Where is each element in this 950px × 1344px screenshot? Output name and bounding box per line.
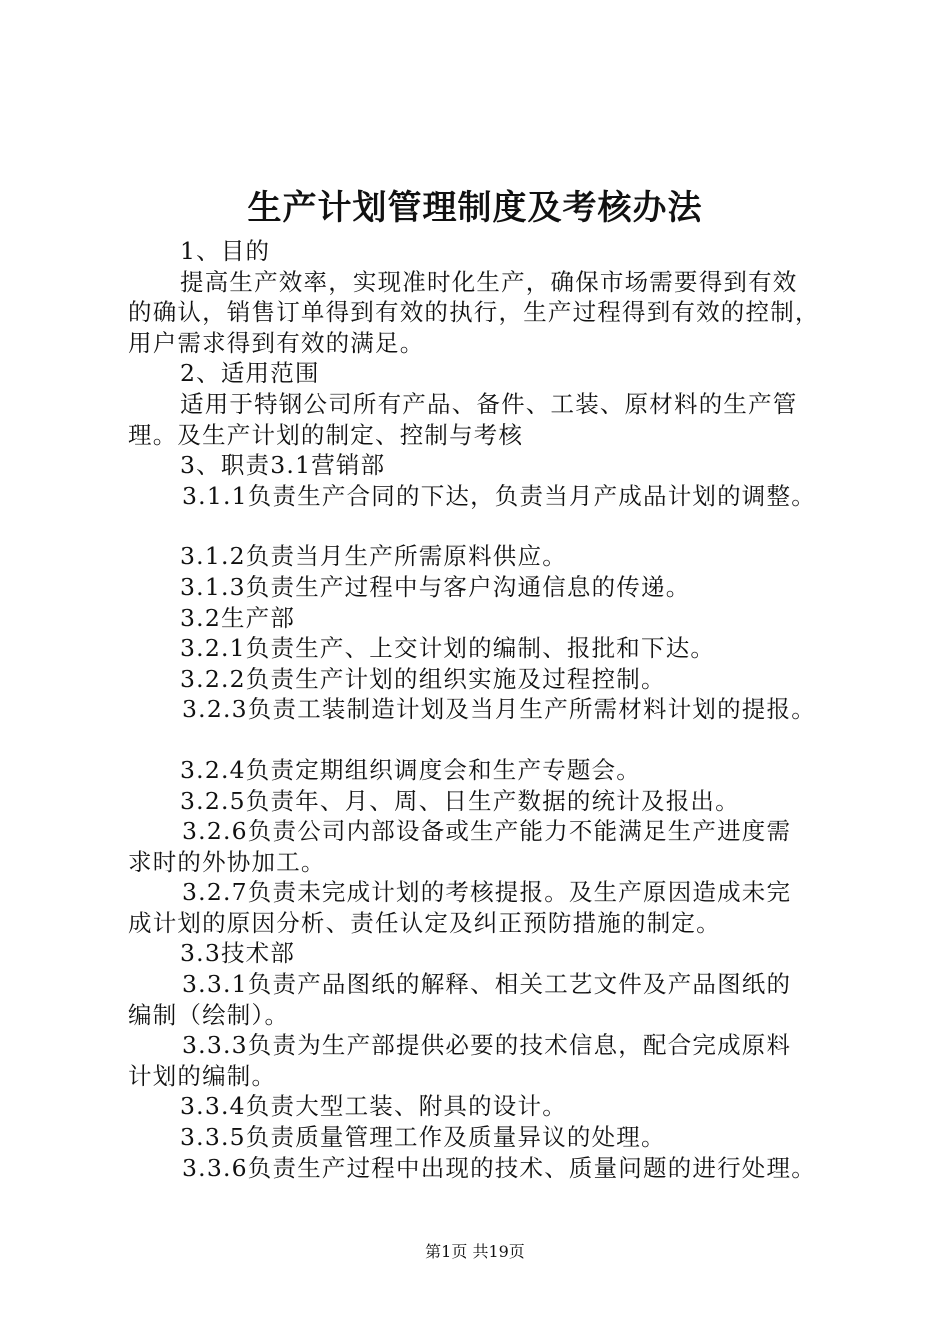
section-heading: 3.2生产部 <box>180 603 296 632</box>
paragraph-line: 3.3.5负责质量管理工作及质量异议的处理。 <box>180 1123 666 1152</box>
paragraph-line: 3.3.4负责大型工装、附具的设计。 <box>180 1092 567 1121</box>
document-title: 生产计划管理制度及考核办法 <box>247 188 703 228</box>
paragraph-line: 编制（绘制）。 <box>128 1000 290 1029</box>
section-heading: 3、职责3.1营销部 <box>180 451 386 480</box>
paragraph-line: 理。及生产计划的制定、控制与考核 <box>128 420 524 449</box>
paragraph-line: 3.1.2负责当月生产所需原料供应。 <box>180 542 567 571</box>
paragraph-line: 3.2.2负责生产计划的组织实施及过程控制。 <box>180 664 666 693</box>
paragraph-line: 3.2.4负责定期组织调度会和生产专题会。 <box>180 755 641 784</box>
paragraph-line: 3.2.6负责公司内部设备或生产能力不能满足生产进度需 <box>182 817 792 846</box>
page-footer <box>0 1240 950 1264</box>
paragraph-line: 用户需求得到有效的满足。 <box>128 328 425 357</box>
section-heading: 2、适用范围 <box>180 359 320 388</box>
paragraph-line: 计划的编制。 <box>128 1061 277 1090</box>
paragraph-line: 成计划的原因分析、责任认定及纠正预防措施的制定。 <box>128 908 721 937</box>
section-heading: 3.3技术部 <box>180 939 296 968</box>
section-heading: 1、目的 <box>180 237 271 265</box>
paragraph-line: 3.2.1负责生产、上交计划的编制、报批和下达。 <box>180 634 716 663</box>
paragraph-line: 3.3.3负责为生产部提供必要的技术信息，配合完成原料 <box>182 1031 792 1060</box>
paragraph-line: 3.2.5负责年、月、周、日生产数据的统计及报出。 <box>180 786 740 815</box>
paragraph-line: 3.3.6负责生产过程中出现的技术、质量问题的进行处理。 <box>182 1153 816 1182</box>
paragraph-line: 适用于特钢公司所有产品、备件、工装、原材料的生产管 <box>180 389 798 418</box>
blank-line <box>128 511 838 541</box>
paragraph-line: 3.2.3负责工装制造计划及当月生产所需材料计划的提报。 <box>182 695 816 724</box>
page-number: 第1页 共19页 <box>425 1242 525 1261</box>
paragraph-line: 求时的外协加工。 <box>128 847 326 876</box>
paragraph-line: 3.2.7负责未完成计划的考核提报。及生产原因造成未完 <box>182 878 792 907</box>
paragraph-line: 的确认，销售订单得到有效的执行，生产过程得到有效的控制， <box>128 298 820 327</box>
paragraph-line: 提高生产效率，实现准时化生产，确保市场需要得到有效 <box>180 267 798 296</box>
paragraph-line: 3.1.3负责生产过程中与客户沟通信息的传递。 <box>180 572 691 601</box>
blank-line <box>128 725 838 755</box>
paragraph-line: 3.1.1负责生产合同的下达，负责当月产成品计划的调整。 <box>182 481 816 510</box>
paragraph-line: 3.3.1负责产品图纸的解释、相关工艺文件及产品图纸的 <box>182 970 792 999</box>
document-body <box>128 236 838 1183</box>
